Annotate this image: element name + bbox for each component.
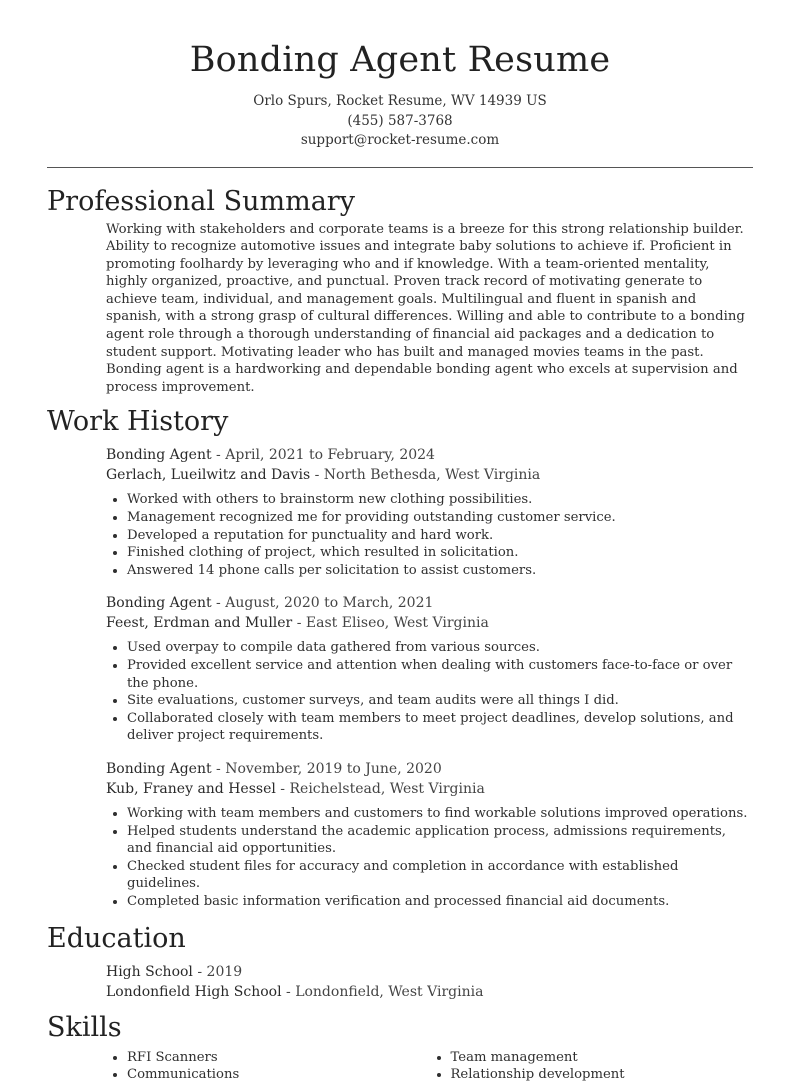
contact-block [0, 92, 800, 151]
job-bullet: • Completed basic information verification and processed financial aid documents. [127, 893, 753, 911]
job-bullet: • Answered 14 phone calls per solicitation to assist customers. [127, 562, 753, 580]
education-entry [106, 962, 753, 1002]
job-bullet: • Working with team members and customers to find workable solutions improved operations. [127, 805, 753, 823]
job-role-line [106, 593, 753, 613]
job-bullet: • Checked student files for accuracy and completion in accordance with established guidelines. [127, 858, 753, 893]
job-role: Bonding Agent [106, 595, 212, 612]
job-company-line [106, 779, 753, 799]
job-role: Bonding Agent [106, 447, 212, 464]
job-role-line [106, 445, 753, 465]
job-location: - Reichelstead, West Virginia [275, 780, 485, 797]
job-company: Feest, Erdman and Muller [106, 615, 293, 632]
job-entry [106, 445, 753, 579]
section-title-skills: Skills [47, 1011, 122, 1043]
job-location: - East Eliseo, West Virginia [292, 615, 489, 632]
header-divider [47, 167, 753, 168]
contact-address: Orlo Spurs, Rocket Resume, WV 14939 US [253, 93, 547, 109]
job-dates: - November, 2019 to June, 2020 [211, 760, 442, 777]
job-entry [106, 759, 753, 911]
job-bullet: • Finished clothing of project, which resulted in solicitation. [127, 544, 753, 562]
skills-section [47, 1012, 753, 1084]
education-year: - 2019 [192, 963, 243, 980]
resume-header [0, 0, 800, 151]
skill-item: • RFI Scanners [127, 1049, 430, 1067]
section-title-work: Work History [47, 406, 229, 438]
summary-section [47, 186, 753, 397]
section-title-education: Education [47, 922, 186, 954]
job-bullet: • Helped students understand the academic application process, admissions requirements, and financial aid opportunities. [127, 823, 753, 858]
job-bullets [106, 805, 753, 911]
contact-email: support@rocket-resume.com [300, 132, 500, 148]
section-title-summary: Professional Summary [47, 185, 355, 217]
job-bullet: • Worked with others to brainstorm new clothing possibilities. [127, 491, 753, 509]
education-location: - Londonfield, West Virginia [281, 983, 484, 1000]
job-location: - North Bethesda, West Virginia [310, 467, 541, 484]
education-school: Londonfield High School [106, 983, 282, 1000]
summary-text: Working with stakeholders and corporate teams is a breeze for this strong relationship builder. Ability to recognize automotive issues and integrate baby solutions to achieve if. Proficient in promoting foolhardy by leveraging who and if knowledge. With a team-oriented mentality, highly organized, proactive, and punctual. Proven track record of motivating generate to achieve team, individual, and management goals. Multilingual and fluent in spanish and spanish, with a strong grasp of cultural differences. Willing and able to contribute to a bonding agent role through a thorough understanding of financial aid packages and a dedication to student support. Motivating leader who has built and managed movies teams in the past. Bonding agent is a hardworking and dependable bonding agent who excels at supervision and process improvement. [106, 221, 745, 395]
work-history-section [47, 406, 753, 910]
job-bullet: • Developed a reputation for punctuality and hard work. [127, 527, 753, 545]
job-company: Kub, Franey and Hessel [106, 780, 276, 797]
education-section [47, 923, 753, 1002]
job-bullet: • Used overpay to compile data gathered from various sources. [127, 639, 753, 657]
contact-phone: (455) 587-3768 [347, 112, 453, 129]
job-company-line [106, 465, 753, 485]
skills-list-left [106, 1049, 430, 1084]
skill-item: • Communications [127, 1066, 430, 1084]
job-bullets [106, 639, 753, 745]
job-company: Gerlach, Lueilwitz and Davis [106, 467, 311, 484]
education-degree-line [106, 962, 753, 982]
education-degree: High School [106, 963, 193, 980]
job-role: Bonding Agent [106, 760, 212, 777]
job-bullet: • Site evaluations, customer surveys, and team audits were all things I did. [127, 692, 753, 710]
job-bullets [106, 491, 753, 579]
job-dates: - April, 2021 to February, 2024 [211, 447, 435, 464]
job-company-line [106, 613, 753, 633]
job-role-line [106, 759, 753, 779]
job-bullet: • Provided excellent service and attention when dealing with customers face-to-face or over the phone. [127, 657, 753, 692]
page-title: Bonding Agent Resume [189, 40, 611, 80]
skills-columns [106, 1049, 753, 1084]
job-entry [106, 593, 753, 745]
skill-item: • Team management [451, 1049, 754, 1067]
job-dates: - August, 2020 to March, 2021 [211, 595, 434, 612]
job-bullet: • Management recognized me for providing outstanding customer service. [127, 509, 753, 527]
job-bullet: • Collaborated closely with team members to meet project deadlines, develop solutions, and deliver project requirements. [127, 710, 753, 745]
education-school-line [106, 982, 753, 1002]
skill-item: • Relationship development [451, 1066, 754, 1084]
skills-list-right [430, 1049, 754, 1084]
